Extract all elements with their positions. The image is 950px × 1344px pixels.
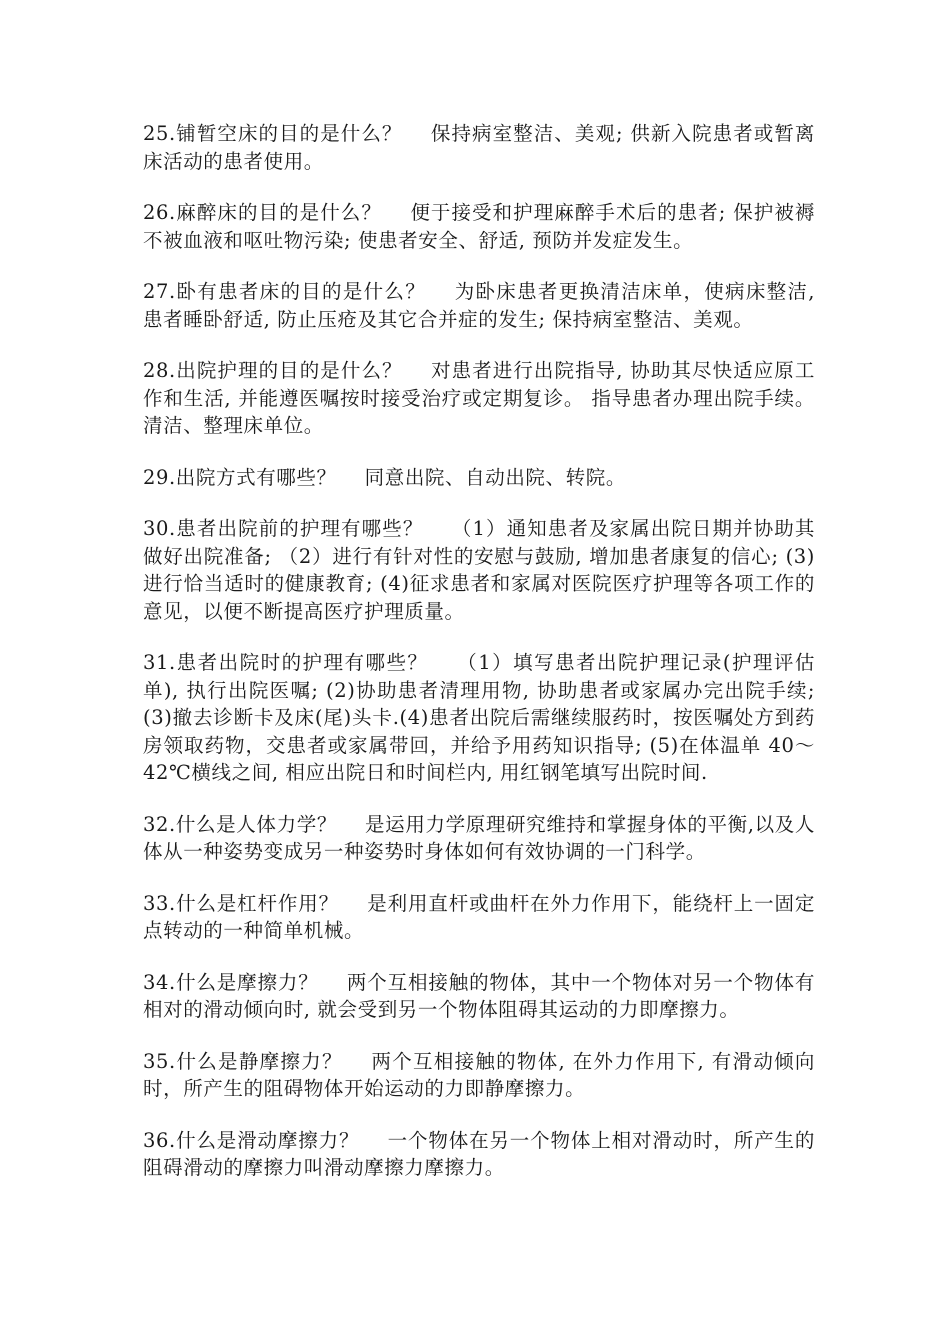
question: 31.患者出院时的护理有哪些？ (143, 651, 429, 674)
answer: 同意出院、自动出院、转院。 (364, 465, 626, 489)
question: 26.麻醉床的目的是什么？ (143, 201, 382, 224)
qa-item-28 (143, 357, 815, 440)
qa-item-31 (143, 649, 815, 787)
qa-item-33 (143, 890, 815, 945)
question: 28.出院护理的目的是什么？ (143, 359, 403, 382)
qa-item-25 (143, 120, 815, 175)
question: 34.什么是摩擦力？ (143, 970, 319, 994)
answer: 对患者进行出院指导, 协助其尽快适应原工作和生活, 并能遵医嘱按时接受治疗或定期复诊。 指导患者办理出院手续。清洁、整理床单位。 (143, 359, 815, 437)
qa-item-29 (143, 464, 815, 492)
answer: 便于接受和护理麻醉手术后的患者; 保护被褥不被血液和呕吐物污染; 使患者安全、舒适, 预防并发症发生。 (143, 201, 815, 252)
answer: 两个互相接触的物体, 在外力作用下, 有滑动倾向时，所产生的阻碍物体开始运动的力即静摩擦力。 (143, 1049, 815, 1100)
answer: （1）填写患者出院护理记录(护理评估单), 执行出院医嘱; (2)协助患者清理用物, 协助患者或家属办完出院手续; (3)撤去诊断卡及床(尾)头卡.(4)患者出院后需继续服药时，按医嘱处方到药房领取药物，交患者或家属带回，并给予用药知识指导; (5)在体温单 40～42℃横线之间, 相应出院日和时间栏内, 用红钢笔填写出院时间. (143, 651, 815, 784)
answer: 保持病室整洁、美观; 供新入院患者或暂离床活动的患者使用。 (143, 122, 815, 173)
question: 33.什么是杠杆作用？ (143, 891, 339, 915)
answer: 两个互相接触的物体，其中一个物体对另一个物体有相对的滑动倾向时, 就会受到另一个物体阻碍其运动的力即摩擦力。 (143, 970, 815, 1021)
answer: 是利用直杆或曲杆在外力作用下，能绕杆上一固定点转动的一种简单机械。 (143, 891, 815, 942)
question: 27.卧有患者床的目的是什么？ (143, 280, 427, 303)
answer: 是运用力学原理研究维持和掌握身体的平衡,以及人体从一种姿势变成另一种姿势时身体如何有效协调的一门科学。 (143, 812, 815, 863)
answer: 一个物体在另一个物体上相对滑动时，所产生的阻碍滑动的摩擦力叫滑动摩擦力摩擦力。 (143, 1128, 815, 1179)
answer: （1）通知患者及家属出院日期并协助其做好出院准备; （2）进行有针对性的安慰与鼓励, 增加患者康复的信心; (3)进行恰当适时的健康教育; (4)征求患者和家属对医院医疗护理等各项工作的意见，以便不断提高医疗护理质量。 (143, 517, 815, 623)
qa-item-36 (143, 1127, 815, 1182)
question: 25.铺暂空床的目的是什么？ (143, 122, 403, 145)
qa-item-34 (143, 969, 815, 1024)
question: 36.什么是滑动摩擦力？ (143, 1128, 360, 1152)
question: 29.出院方式有哪些？ (143, 465, 337, 489)
question: 35.什么是静摩擦力？ (143, 1049, 343, 1073)
qa-item-32 (143, 811, 815, 866)
question: 32.什么是人体力学？ (143, 812, 337, 836)
qa-item-27 (143, 278, 815, 333)
qa-item-30 (143, 515, 815, 625)
qa-item-26 (143, 199, 815, 254)
question: 30.患者出院前的护理有哪些？ (143, 517, 424, 540)
qa-item-35 (143, 1048, 815, 1103)
answer: 为卧床患者更换清洁床单，使病床整洁, 患者睡卧舒适, 防止压疮及其它合并症的发生; 保持病室整洁、美观。 (143, 280, 816, 331)
document-page (143, 120, 815, 1206)
